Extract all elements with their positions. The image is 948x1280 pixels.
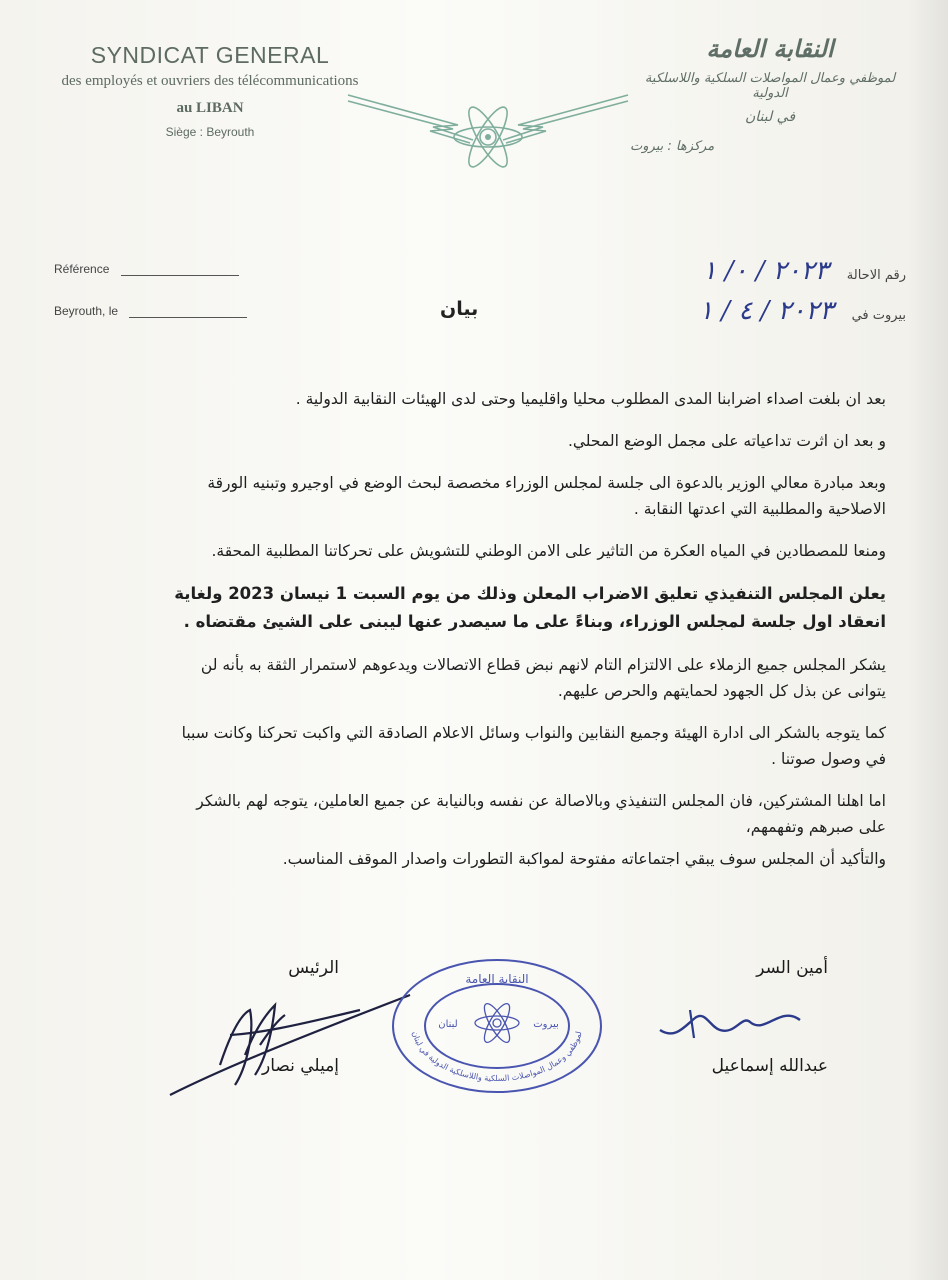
reference-line: [121, 263, 239, 276]
ar-date-value: ٢٠٢٣ / ٤ / ١: [699, 296, 834, 326]
reference-field: [54, 262, 239, 276]
page-title: بيان: [440, 298, 479, 320]
ar-date-field: [699, 296, 906, 326]
date-label: Beyrouth, le: [54, 304, 119, 318]
stamp-ring-text: لموظفي وعمال المواصلات السلكية واللاسلكية الدولية في لبنان: [410, 1030, 584, 1084]
secretary-signature-icon: [650, 1000, 810, 1050]
president-name: إميلي نصار: [262, 1056, 340, 1076]
ar-reference-value: ٢٠٢٣ / ٠/ ١: [702, 256, 829, 286]
paragraph: والتأكيد أن المجلس سوف يبقي اجتماعاته مفتوحة لمواكبة التطورات واصدار الموقف المناسب.: [282, 850, 886, 868]
union-emblem-icon: [338, 85, 638, 185]
date-field: [54, 304, 247, 318]
stamp-inner-right: بيروت: [533, 1019, 559, 1030]
statement-body: [166, 386, 886, 888]
date-line: [129, 305, 247, 318]
ar-reference-field: [703, 256, 907, 286]
union-name-ar: النقابة العامة: [706, 34, 834, 63]
paragraph: يشكر المجلس جميع الزملاء على الالتزام التام لانهم نبض قطاع الاتصالات ويدعوهم لاستمرار الثقة به بأنه لن يتوانى عن بذل كل الجهود لحمايتهم والحرص عليهم.: [200, 656, 886, 700]
secretary-title: أمين السر: [756, 958, 828, 978]
svg-text:لموظفي وعمال المواصلات السلكية: [410, 1030, 583, 1083]
paragraph: وبعد مبادرة معالي الوزير بالدعوة الى جلسة لمجلس الوزراء مخصصة لبحث الوضع في اوجيرو وتبنيه الورقة الاصلاحية والمطلبية التي اعدتها النقابة .: [207, 474, 886, 518]
ar-reference-label: رقم الاحالة: [846, 268, 906, 283]
union-subtitle-ar: لموظفي وعمال المواصلات السلكية واللاسلكية الدولية: [644, 71, 896, 101]
paragraph: ومنعا للمصطادين في المياه العكرة من التاثير على الامن الوطني للتشويش على تحركاتنا المطلبية المحقة.: [211, 542, 886, 560]
announcement-paragraph: يعلن المجلس التنفيذي تعليق الاضراب المعلن وذلك من يوم السبت 1 نيسان 2023 ولغاية انعقاد اول جلسة لمجلس الوزراء، وبناءً على ما سيصدر عنها ليبنى على الشيئ مقتضاه .: [174, 584, 886, 631]
paragraph: كما يتوجه بالشكر الى ادارة الهيئة وجميع النقابين والنواب وسائل الاعلام الصادقة التي واكبت تحركنا وكانت سببا في وصول صوتنا .: [181, 724, 886, 768]
letterhead-arabic: [630, 34, 910, 154]
stamp-inner-left: لبنان: [438, 1019, 458, 1030]
paragraph: اما اهلنا المشتركين، فان المجلس التنفيذي وبالاصالة عن نفسه وبالنيابة عن جميع العاملين، يتوجه لهم بالشكر على صبرهم وتفهمهم،: [196, 792, 886, 836]
union-seat-ar: مركزها : بيروت: [630, 139, 715, 154]
paragraph: بعد ان بلغت اصداء اضرابنا المدى المطلوب محليا واقليميا وحتى لدى الهيئات النقابية الدولية .: [295, 390, 886, 408]
union-name-fr: SYNDICAT GENERAL: [90, 42, 330, 68]
reference-label: Référence: [54, 262, 110, 276]
official-stamp-icon: [388, 955, 606, 1097]
paragraph: و بعد ان اثرت تداعياته على مجمل الوضع المحلي.: [567, 432, 886, 450]
union-country-fr: au LIBAN: [176, 100, 244, 116]
union-subtitle-fr: des employés et ouvriers des télécommunications: [61, 73, 359, 89]
president-title: الرئيس: [288, 958, 340, 978]
ar-date-label: بيروت في: [851, 308, 906, 323]
stamp-top-text: النقابة العامة: [465, 972, 529, 986]
union-seat-fr: Siège : Beyrouth: [165, 125, 255, 139]
secretary-name: عبدالله إسماعيل: [711, 1056, 828, 1076]
letterhead-french: [40, 42, 380, 139]
union-country-ar: في لبنان: [744, 109, 796, 125]
president-signature-icon: [160, 975, 420, 1105]
